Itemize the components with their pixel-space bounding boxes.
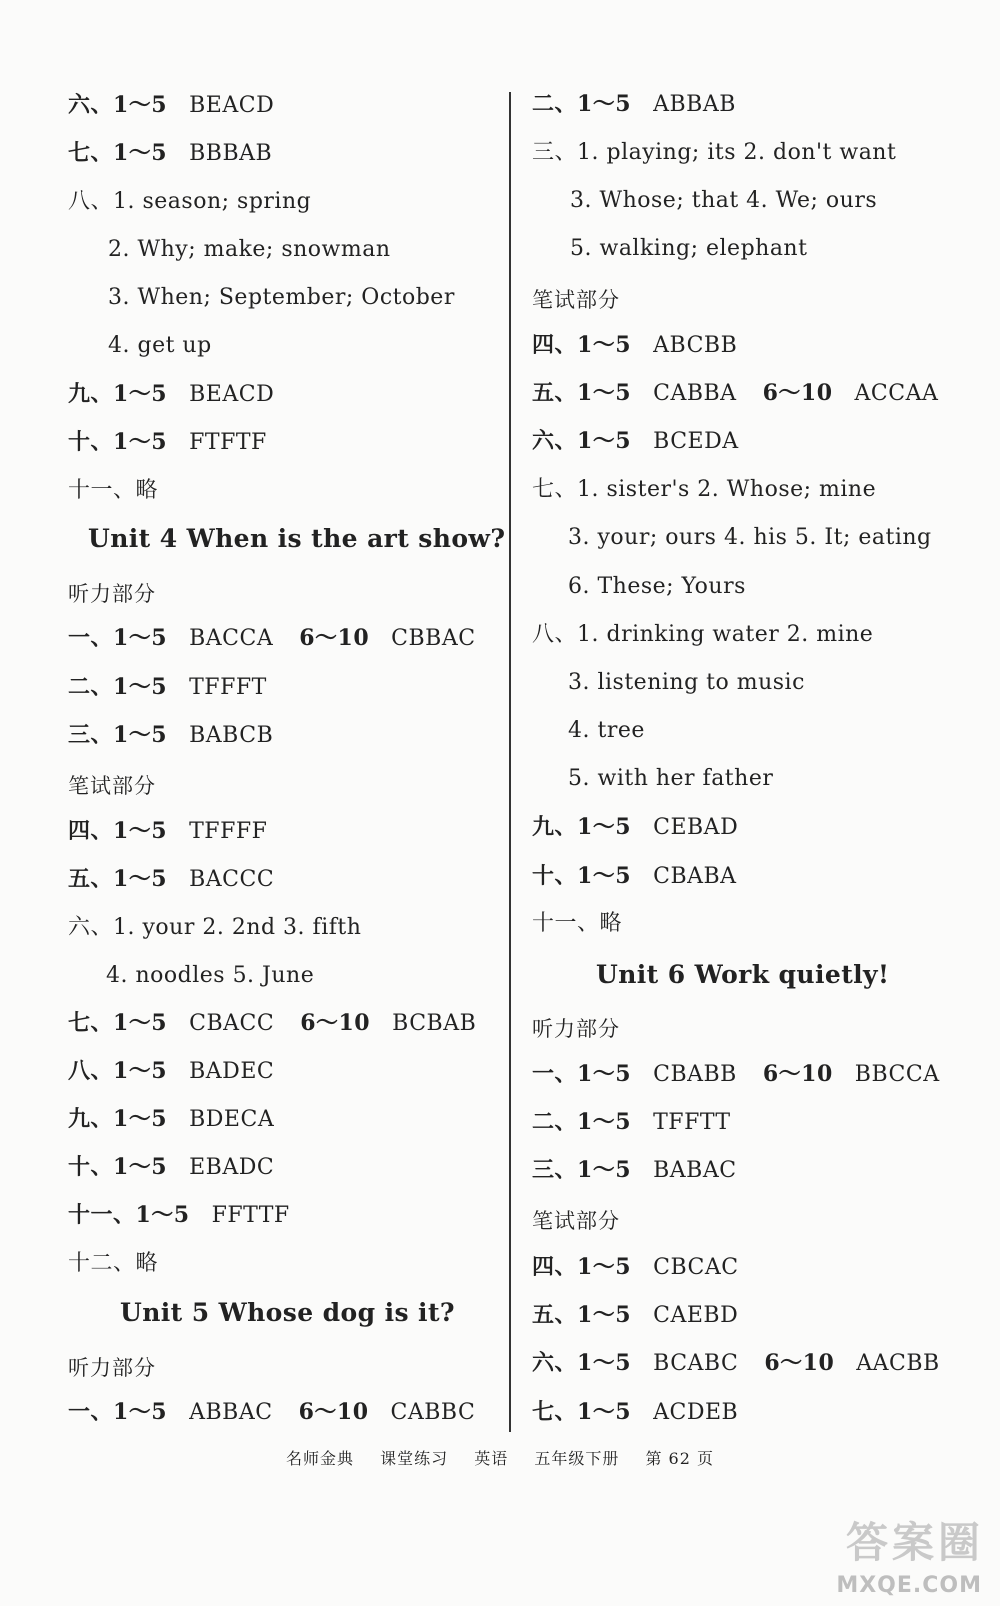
answer-row: 八、1～5 BADEC [68, 1058, 275, 1084]
answer-row: 一、1～5 BACCA 6～10 CBBAC [68, 625, 476, 651]
answer-row: 六、1. your 2. 2nd 3. fifth [68, 915, 362, 940]
answer-row: 4. tree [568, 718, 645, 743]
answer-row: 三、1～5 BABAC [532, 1157, 737, 1183]
answer-row: 十、1～5 CBABA [532, 863, 737, 889]
answer-row: 2. Why; make; snowman [108, 237, 391, 262]
answer-row: 3. your; ours 4. his 5. It; eating [568, 525, 932, 550]
answer-row: 六、1～5 BCABC 6～10 AACBB [532, 1350, 940, 1376]
answer-row: 二、1～5 ABBAB [532, 91, 736, 117]
page-number: 第 62 页 [645, 1449, 714, 1468]
answer-row: 十一、1～5 FFTTF [68, 1202, 290, 1228]
answer-row: 四、1～5 ABCBB [532, 332, 738, 358]
answer-row: 5. walking; elephant [570, 236, 808, 261]
answer-row: 3. When; September; October [108, 285, 455, 310]
unit-heading: Unit 5 Whose dog is it? [120, 1298, 455, 1327]
footer-brand: 名师金典 [286, 1449, 355, 1468]
answer-row: 二、1～5 TFFFT [68, 674, 267, 700]
answer-row: 六、1～5 BEACD [68, 92, 275, 118]
answer-row: 3. listening to music [568, 670, 805, 695]
answer-row: 六、1～5 BCEDA [532, 428, 739, 454]
answer-row: 十二、略 [68, 1251, 159, 1276]
answer-row: 十一、略 [68, 478, 159, 503]
answer-row: 四、1～5 TFFFF [68, 818, 268, 844]
section-heading: 听力部分 [68, 582, 156, 606]
answer-row: 四、1～5 CBCAC [532, 1254, 739, 1280]
section-heading: 笔试部分 [68, 774, 156, 798]
answer-row: 一、1～5 CBABB 6～10 BBCCA [532, 1061, 940, 1087]
answer-row: 6. These; Yours [568, 574, 746, 599]
section-heading: 听力部分 [68, 1356, 156, 1380]
answer-row: 九、1～5 BDECA [68, 1106, 275, 1132]
unit-heading: Unit 4 When is the art show? [88, 524, 506, 553]
answer-row: 5. with her father [568, 766, 774, 791]
answer-row: 七、1～5 CBACC 6～10 BCBAB [68, 1010, 477, 1036]
footer-subject: 英语 [474, 1449, 509, 1468]
answer-row: 九、1～5 BEACD [68, 381, 275, 407]
watermark-cn: 答案圈 [845, 1518, 984, 1567]
unit-heading: Unit 6 Work quietly! [596, 960, 890, 989]
answer-row: 4. get up [108, 333, 212, 358]
answer-row: 三、1. playing; its 2. don't want [532, 140, 897, 165]
watermark-en: MXQE.COM [836, 1573, 982, 1598]
footer-grade: 五年级下册 [534, 1449, 620, 1468]
answer-row: 八、1. season; spring [68, 189, 312, 214]
answer-row: 十、1～5 EBADC [68, 1154, 275, 1180]
answer-row: 3. Whose; that 4. We; ours [570, 188, 878, 213]
answer-row: 七、1. sister's 2. Whose; mine [532, 477, 877, 502]
answer-row: 二、1～5 TFFTT [532, 1109, 731, 1135]
section-heading: 笔试部分 [532, 1209, 620, 1233]
answer-row: 五、1～5 BACCC [68, 866, 275, 892]
section-heading: 笔试部分 [532, 288, 620, 312]
answer-row: 一、1～5 ABBAC 6～10 CABBC [68, 1399, 476, 1425]
footer-series: 课堂练习 [380, 1449, 449, 1468]
answer-row: 五、1～5 CAEBD [532, 1302, 739, 1328]
answer-row: 4. noodles 5. June [106, 963, 315, 988]
answer-row: 十、1～5 FTFTF [68, 429, 267, 455]
section-heading: 听力部分 [532, 1017, 620, 1041]
answer-row: 三、1～5 BABCB [68, 722, 274, 748]
answer-row: 五、1～5 CABBA 6～10 ACCAA [532, 380, 939, 406]
watermark-logo [788, 1510, 988, 1600]
answer-row: 十一、略 [532, 911, 623, 936]
answer-row: 七、1～5 ACDEB [532, 1399, 739, 1425]
column-divider [509, 92, 511, 1432]
answer-row: 八、1. drinking water 2. mine [532, 622, 874, 647]
answer-row: 七、1～5 BBBAB [68, 140, 273, 166]
answer-row: 九、1～5 CEBAD [532, 814, 739, 840]
page-footer [0, 1446, 1000, 1469]
